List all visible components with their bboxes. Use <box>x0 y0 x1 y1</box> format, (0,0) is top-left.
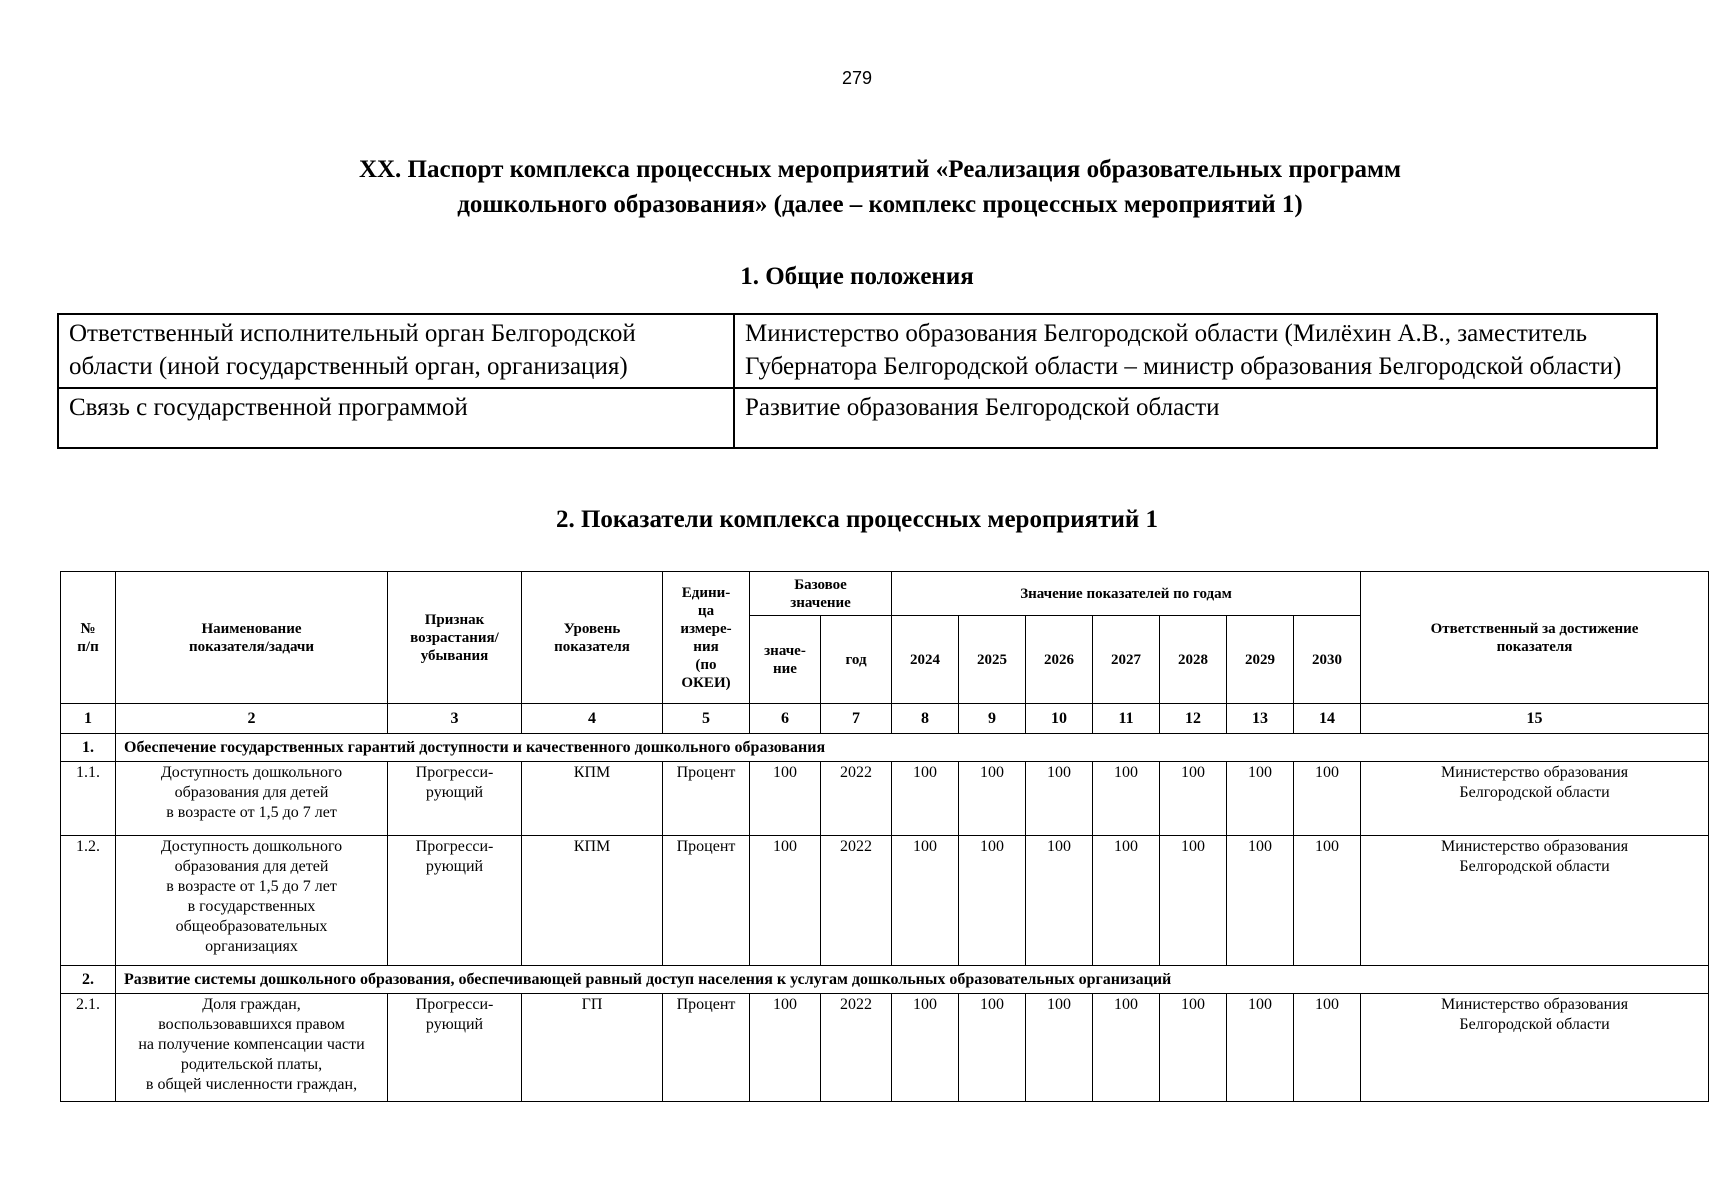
column-number: 3 <box>388 704 522 734</box>
section-2-heading: 2. Показатели комплекса процессных мероприятий 1 <box>555 506 1159 533</box>
header-row-1 <box>61 572 1709 616</box>
column-number: 7 <box>821 704 892 734</box>
general-row-responsible <box>58 314 1657 388</box>
column-number: 5 <box>663 704 750 734</box>
header-unit: Едини- ца измере- ния (по ОКЕИ) <box>663 572 750 704</box>
indicator-base-value: 100 <box>750 762 821 836</box>
column-number: 10 <box>1026 704 1093 734</box>
indicator-sign: Прогресси- рующий <box>388 762 522 836</box>
indicator-row <box>61 836 1709 966</box>
general-label: Ответственный исполнительный орган Белгородской области (иной государственный орган, организация) <box>58 314 734 388</box>
header-num: № п/п <box>61 572 116 704</box>
task-number: 2. <box>61 966 116 994</box>
page-number: 279 <box>841 68 873 88</box>
indicator-value-2027: 100 <box>1093 762 1160 836</box>
indicator-level: КПМ <box>522 836 663 966</box>
indicator-value-2024: 100 <box>892 762 959 836</box>
indicator-value-2028: 100 <box>1160 994 1227 1102</box>
section-1-heading: 1. Общие положения <box>740 263 974 290</box>
column-number: 6 <box>750 704 821 734</box>
indicator-unit: Процент <box>663 836 750 966</box>
column-number: 1 <box>61 704 116 734</box>
indicator-value-2030: 100 <box>1294 762 1361 836</box>
indicator-base-value: 100 <box>750 994 821 1102</box>
indicator-value-2029: 100 <box>1227 762 1294 836</box>
header-year: 2030 <box>1294 616 1361 704</box>
header-year: 2028 <box>1160 616 1227 704</box>
header-year: 2026 <box>1026 616 1093 704</box>
indicator-base-year: 2022 <box>821 836 892 966</box>
column-number: 15 <box>1361 704 1709 734</box>
indicator-row <box>61 762 1709 836</box>
indicator-name: Доля граждан, воспользовавшихся правом на получение компенсации части родительской платы, в общей численности граждан, <box>116 994 388 1102</box>
indicator-name: Доступность дошкольного образования для детей в возрасте от 1,5 до 7 лет <box>116 762 388 836</box>
indicator-value-2025: 100 <box>959 836 1026 966</box>
header-year: 2027 <box>1093 616 1160 704</box>
indicator-value-2025: 100 <box>959 994 1026 1102</box>
indicator-value-2027: 100 <box>1093 836 1160 966</box>
general-value: Развитие образования Белгородской области <box>734 388 1657 448</box>
indicator-unit: Процент <box>663 994 750 1102</box>
indicator-number: 1.2. <box>61 836 116 966</box>
indicator-level: ГП <box>522 994 663 1102</box>
indicator-name: Доступность дошкольного образования для детей в возрасте от 1,5 до 7 лет в государственных общеобразовательных организациях <box>116 836 388 966</box>
indicator-number: 2.1. <box>61 994 116 1102</box>
indicator-value-2028: 100 <box>1160 836 1227 966</box>
indicator-base-year: 2022 <box>821 994 892 1102</box>
indicator-value-2026: 100 <box>1026 836 1093 966</box>
indicator-responsible: Министерство образования Белгородской области <box>1361 762 1709 836</box>
column-number: 8 <box>892 704 959 734</box>
header-responsible: Ответственный за достижение показателя <box>1361 572 1709 704</box>
indicator-value-2024: 100 <box>892 836 959 966</box>
header-year: 2029 <box>1227 616 1294 704</box>
indicator-sign: Прогресси- рующий <box>388 836 522 966</box>
indicator-responsible: Министерство образования Белгородской области <box>1361 994 1709 1102</box>
general-value: Министерство образования Белгородской области (Милёхин А.В., заместитель Губернатора Белгородской области – министр образования Белгородской области) <box>734 314 1657 388</box>
indicator-level: КПМ <box>522 762 663 836</box>
header-base-value: значе- ние <box>750 616 821 704</box>
header-base-year: год <box>821 616 892 704</box>
indicator-value-2025: 100 <box>959 762 1026 836</box>
column-number: 11 <box>1093 704 1160 734</box>
header-year: 2025 <box>959 616 1026 704</box>
header-name: Наименование показателя/задачи <box>116 572 388 704</box>
task-title: Развитие системы дошкольного образования, обеспечивающей равный доступ населения к услугам дошкольных образовательных организаций <box>116 966 1709 994</box>
document-title: XX. Паспорт комплекса процессных мероприятий «Реализация образовательных программ дошкольного образования» (далее – комплекс процессных мероприятий 1) <box>358 156 1402 218</box>
indicator-base-year: 2022 <box>821 762 892 836</box>
column-numbers-row <box>61 704 1709 734</box>
indicator-sign: Прогресси- рующий <box>388 994 522 1102</box>
indicator-value-2026: 100 <box>1026 994 1093 1102</box>
column-number: 12 <box>1160 704 1227 734</box>
indicator-value-2026: 100 <box>1026 762 1093 836</box>
task-section-row <box>61 966 1709 994</box>
column-number: 2 <box>116 704 388 734</box>
indicator-value-2028: 100 <box>1160 762 1227 836</box>
indicator-value-2030: 100 <box>1294 994 1361 1102</box>
column-number: 4 <box>522 704 663 734</box>
indicator-row <box>61 994 1709 1102</box>
general-label: Связь с государственной программой <box>58 388 734 448</box>
header-year: 2024 <box>892 616 959 704</box>
indicator-number: 1.1. <box>61 762 116 836</box>
indicator-value-2029: 100 <box>1227 994 1294 1102</box>
indicator-value-2027: 100 <box>1093 994 1160 1102</box>
indicator-responsible: Министерство образования Белгородской области <box>1361 836 1709 966</box>
column-number: 14 <box>1294 704 1361 734</box>
header-level: Уровень показателя <box>522 572 663 704</box>
indicator-base-value: 100 <box>750 836 821 966</box>
header-years-group: Значение показателей по годам <box>892 572 1361 616</box>
indicator-value-2029: 100 <box>1227 836 1294 966</box>
task-number: 1. <box>61 734 116 762</box>
task-section-row <box>61 734 1709 762</box>
column-number: 13 <box>1227 704 1294 734</box>
indicator-value-2030: 100 <box>1294 836 1361 966</box>
task-title: Обеспечение государственных гарантий доступности и качественного дошкольного образования <box>116 734 1709 762</box>
indicator-value-2024: 100 <box>892 994 959 1102</box>
header-base: Базовое значение <box>750 572 892 616</box>
indicators-table <box>60 571 1709 1102</box>
column-number: 9 <box>959 704 1026 734</box>
general-row-program <box>58 388 1657 448</box>
indicator-unit: Процент <box>663 762 750 836</box>
header-sign: Признак возрастания/ убывания <box>388 572 522 704</box>
general-provisions-table <box>57 313 1658 449</box>
